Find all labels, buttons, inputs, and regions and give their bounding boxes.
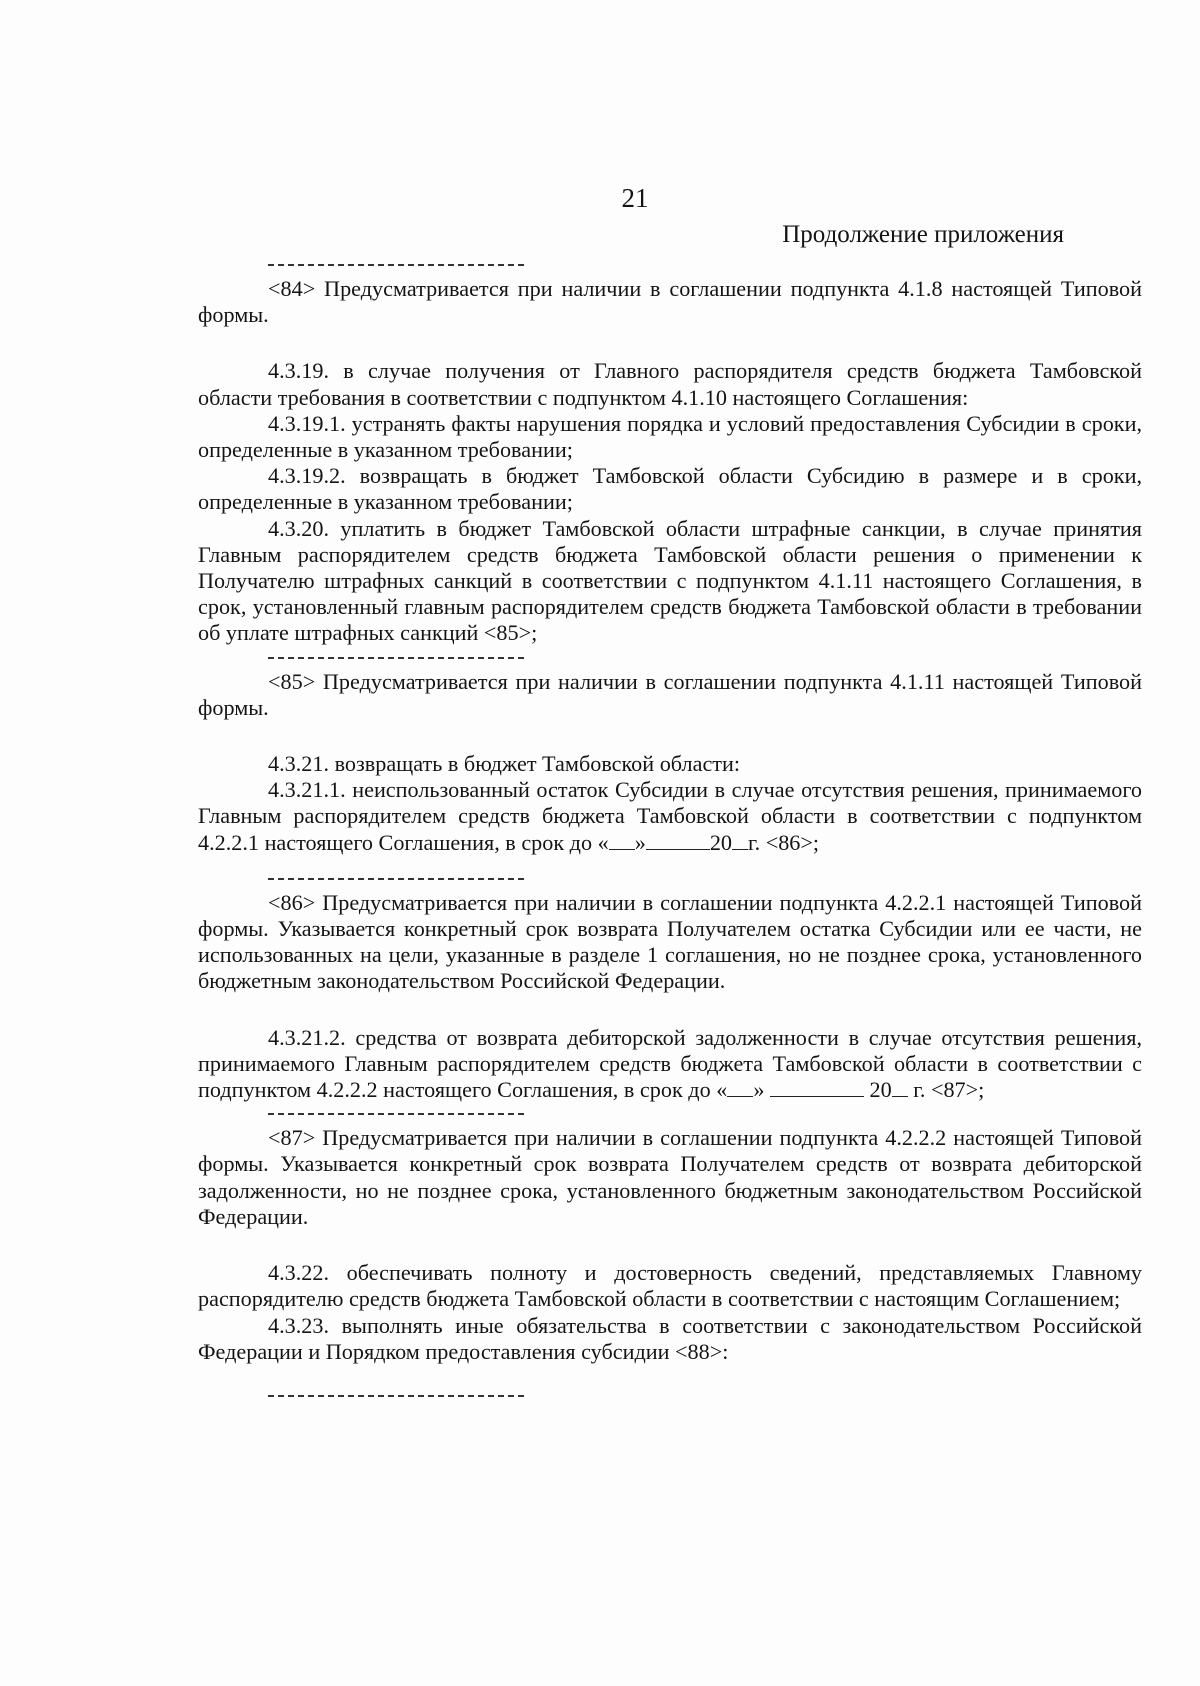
year-blank	[892, 1078, 908, 1097]
date-quote-close: »	[634, 829, 646, 855]
footnote-separator	[268, 1395, 524, 1397]
footnote-85: <85> Предусматривается при наличии в соглашении подпункта 4.1.11 настоящей Типовой формы.	[198, 668, 1142, 720]
year-suffix: г.	[748, 829, 761, 855]
paragraph-4-3-21-1	[198, 777, 1142, 856]
year-suffix: г. <87>;	[913, 1077, 985, 1103]
paragraph-4-3-19-1: 4.3.19.1. устранять факты нарушения порядка и условий предоставления Субсидии в сроки, определенные в указанном требовании;	[198, 410, 1142, 463]
day-blank	[609, 831, 635, 850]
paragraph-4-3-22: 4.3.22. обеспечивать полноту и достоверность сведений, представляемых Главному распорядителю средств бюджета Тамбовской области в соответствии с настоящим Соглашением;	[198, 1260, 1142, 1312]
paragraph-text: 4.3.21.2. средства от возврата дебиторской задолженности в случае отсутствия решения, принимаемого Главным распорядителем средств бюджета Тамбовской области в соответствии с подпунктом 4.2.2.2 настоящего Соглашения, в срок до	[198, 1024, 1142, 1103]
page-number: 21	[621, 183, 649, 213]
paragraph-4-3-19: 4.3.19. в случае получения от Главного распорядителя средств бюджета Тамбовской области требования в соответствии с подпунктом 4.1.10 настоящего Соглашения:	[198, 358, 1142, 410]
date-quote-open: «	[716, 1077, 728, 1103]
footnote-84: <84> Предусматривается при наличии в соглашении подпункта 4.1.8 настоящей Типовой формы.	[198, 276, 1142, 328]
paragraph-4-3-21: 4.3.21. возвращать в бюджет Тамбовской области:	[268, 751, 741, 777]
date-quote-open: «	[597, 829, 609, 855]
year-prefix: 20	[709, 829, 732, 855]
paragraph-4-3-23: 4.3.23. выполнять иные обязательства в соответствии с законодательством Российской Федерации и Порядком предоставления субсидии <88>:	[198, 1312, 1142, 1364]
document-body	[198, 264, 1142, 1397]
paragraph-4-3-21-2	[198, 1025, 1142, 1104]
year-blank	[732, 831, 748, 850]
paragraph-4-3-19-2: 4.3.19.2. возвращать в бюджет Тамбовской области Субсидию в размере и в сроки, определенные в указанном требовании;	[198, 463, 1142, 515]
day-blank	[727, 1078, 753, 1097]
date-quote-close: »	[753, 1077, 765, 1103]
paragraph-text: 4.3.21.1. неиспользованный остаток Субсидии в случае отсутствия решения, принимаемого Главным распорядителем средств бюджета Тамбовской области в соответствии с подпунктом 4.2.2.1 настоящего Соглашения, в срок до	[198, 777, 1142, 855]
footnote-86: <86> Предусматривается при наличии в соглашении подпункта 4.2.2.1 настоящей Типовой формы. Указывается конкретный срок возврата Получателем остатка Субсидии или ее части, не использованных на цели, указанные в разделе 1 соглашения, но не позднее срока, установленного бюджетным законодательством Российской Федерации.	[198, 889, 1142, 994]
month-blank	[646, 831, 710, 850]
paragraph-4-3-20: 4.3.20. уплатить в бюджет Тамбовской области штрафные санкции, в случае принятия Главным распорядителем средств бюджета Тамбовской области решения о применении к Получателю штрафных санкций в соответствии с подпунктом 4.1.11 настоящего Соглашения, в срок, установленный главным распорядителем средств бюджета Тамбовской области в требовании об уплате штрафных санкций <85>;	[198, 515, 1142, 646]
footnote-ref-86: <86>;	[765, 829, 820, 855]
year-prefix: 20	[869, 1077, 892, 1103]
footnote-87: <87> Предусматривается при наличии в соглашении подпункта 4.2.2.2 настоящей Типовой формы. Указывается конкретный срок возврата Получателем средств от возврата дебиторской задолженности, но не позднее срока, установленного бюджетным законодательством Российской Федерации.	[198, 1125, 1142, 1229]
month-blank	[770, 1078, 864, 1097]
page-header: Продолжение приложения	[782, 221, 1064, 248]
